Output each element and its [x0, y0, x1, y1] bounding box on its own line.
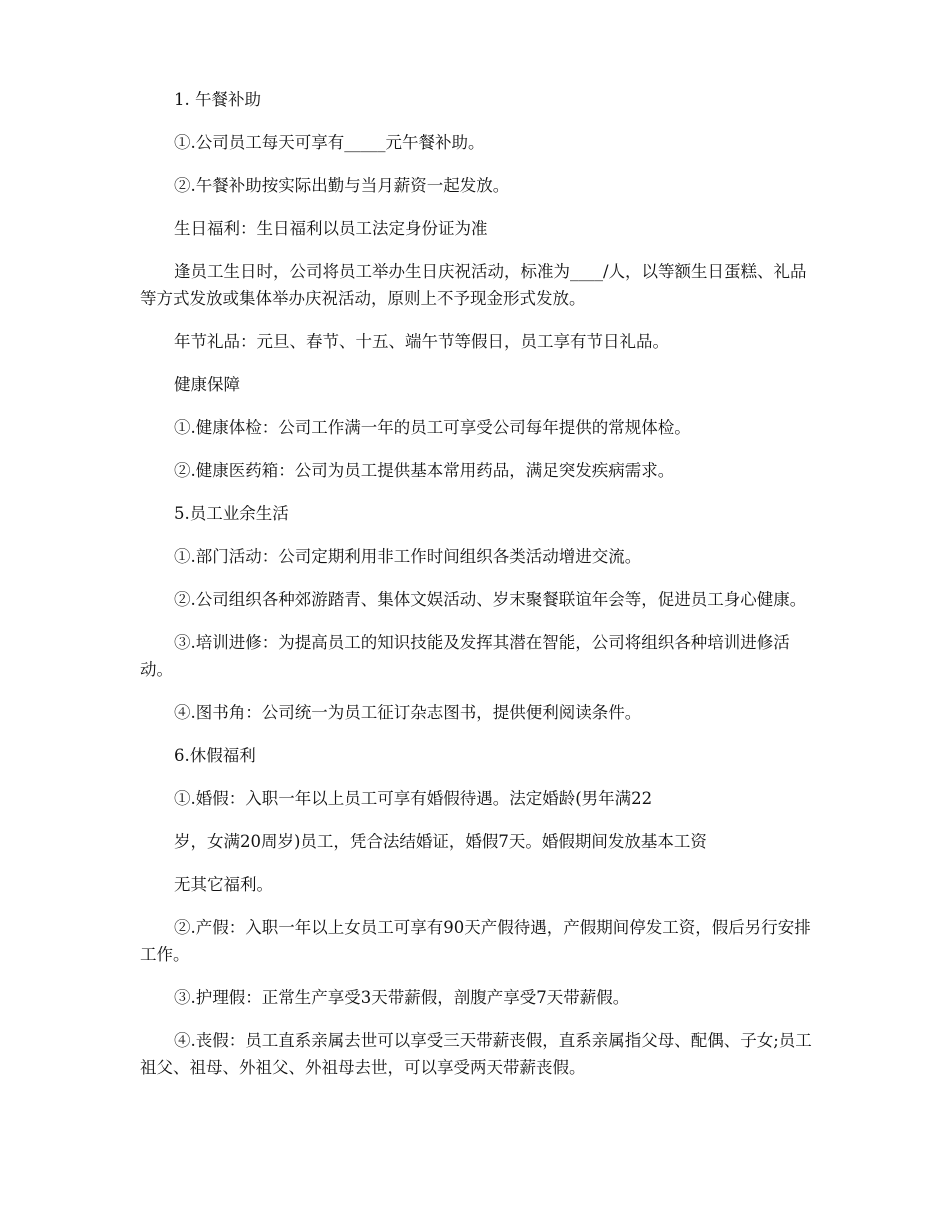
paragraph-leisure-1: ①.部门活动：公司定期利用非工作时间组织各类活动增进交流。	[174, 547, 642, 566]
paragraph-birthday-detail: 逢员工生日时，公司将员工举办生日庆祝活动，标准为____/人，以等额生日蛋糕、礼品等方式发放或集体举办庆祝活动，原则上不予现金形式发放。	[140, 262, 807, 308]
paragraph-holiday-gifts: 年节礼品：元旦、春节、十五、端午节等假日，员工享有节日礼品。	[174, 332, 669, 351]
paragraph-bereavement-leave: ④.丧假：员工直系亲属去世可以享受三天带薪丧假，直系亲属指父母、配偶、子女;员工祖父、祖母、外祖父、外祖母去世，可以享受两天带薪丧假。	[140, 1031, 812, 1077]
section-heading-health: 健康保障	[174, 375, 240, 394]
paragraph-leisure-2: ②.公司组织各种郊游踏青、集体文娱活动、岁末聚餐联谊年会等，促进员工身心健康。	[174, 590, 807, 609]
paragraph-lunch-2: ②.午餐补助按实际出勤与当月薪资一起发放。	[174, 176, 510, 195]
section-heading-lunch: 1. 午餐补助	[174, 90, 261, 109]
paragraph-nursing-leave: ③.护理假：正常生产享受3天带薪假，剖腹产享受7天带薪假。	[174, 988, 630, 1007]
paragraph-marriage-leave-1: ①.婚假：入职一年以上员工可享有婚假待遇。法定婚龄(男年满22	[174, 789, 653, 808]
section-heading-vacation: 6.休假福利	[174, 746, 256, 765]
paragraph-birthday-heading: 生日福利：生日福利以员工法定身份证为准	[174, 219, 488, 238]
paragraph-leisure-4: ④.图书角：公司统一为员工征订杂志图书，提供便利阅读条件。	[174, 703, 642, 722]
paragraph-lunch-1: ①.公司员工每天可享有_____元午餐补助。	[174, 133, 485, 152]
paragraph-marriage-leave-3: 无其它福利。	[174, 875, 273, 894]
paragraph-health-1: ①.健康体检：公司工作满一年的员工可享受公司每年提供的常规体检。	[174, 418, 691, 437]
paragraph-maternity-leave: ②.产假：入职一年以上女员工可享有90天产假待遇，产假期间停发工资，假后另行安排工作。	[140, 918, 811, 964]
paragraph-leisure-3: ③.培训进修：为提高员工的知识技能及发挥其潜在智能，公司将组织各种培训进修活动。	[140, 633, 790, 679]
document-body	[140, 86, 812, 1081]
paragraph-health-2: ②.健康医药箱：公司为员工提供基本常用药品，满足突发疾病需求。	[174, 461, 675, 480]
section-heading-leisure: 5.员工业余生活	[174, 504, 289, 523]
paragraph-marriage-leave-2: 岁，女满20周岁)员工，凭合法结婚证，婚假7天。婚假期间发放基本工资	[174, 832, 707, 851]
